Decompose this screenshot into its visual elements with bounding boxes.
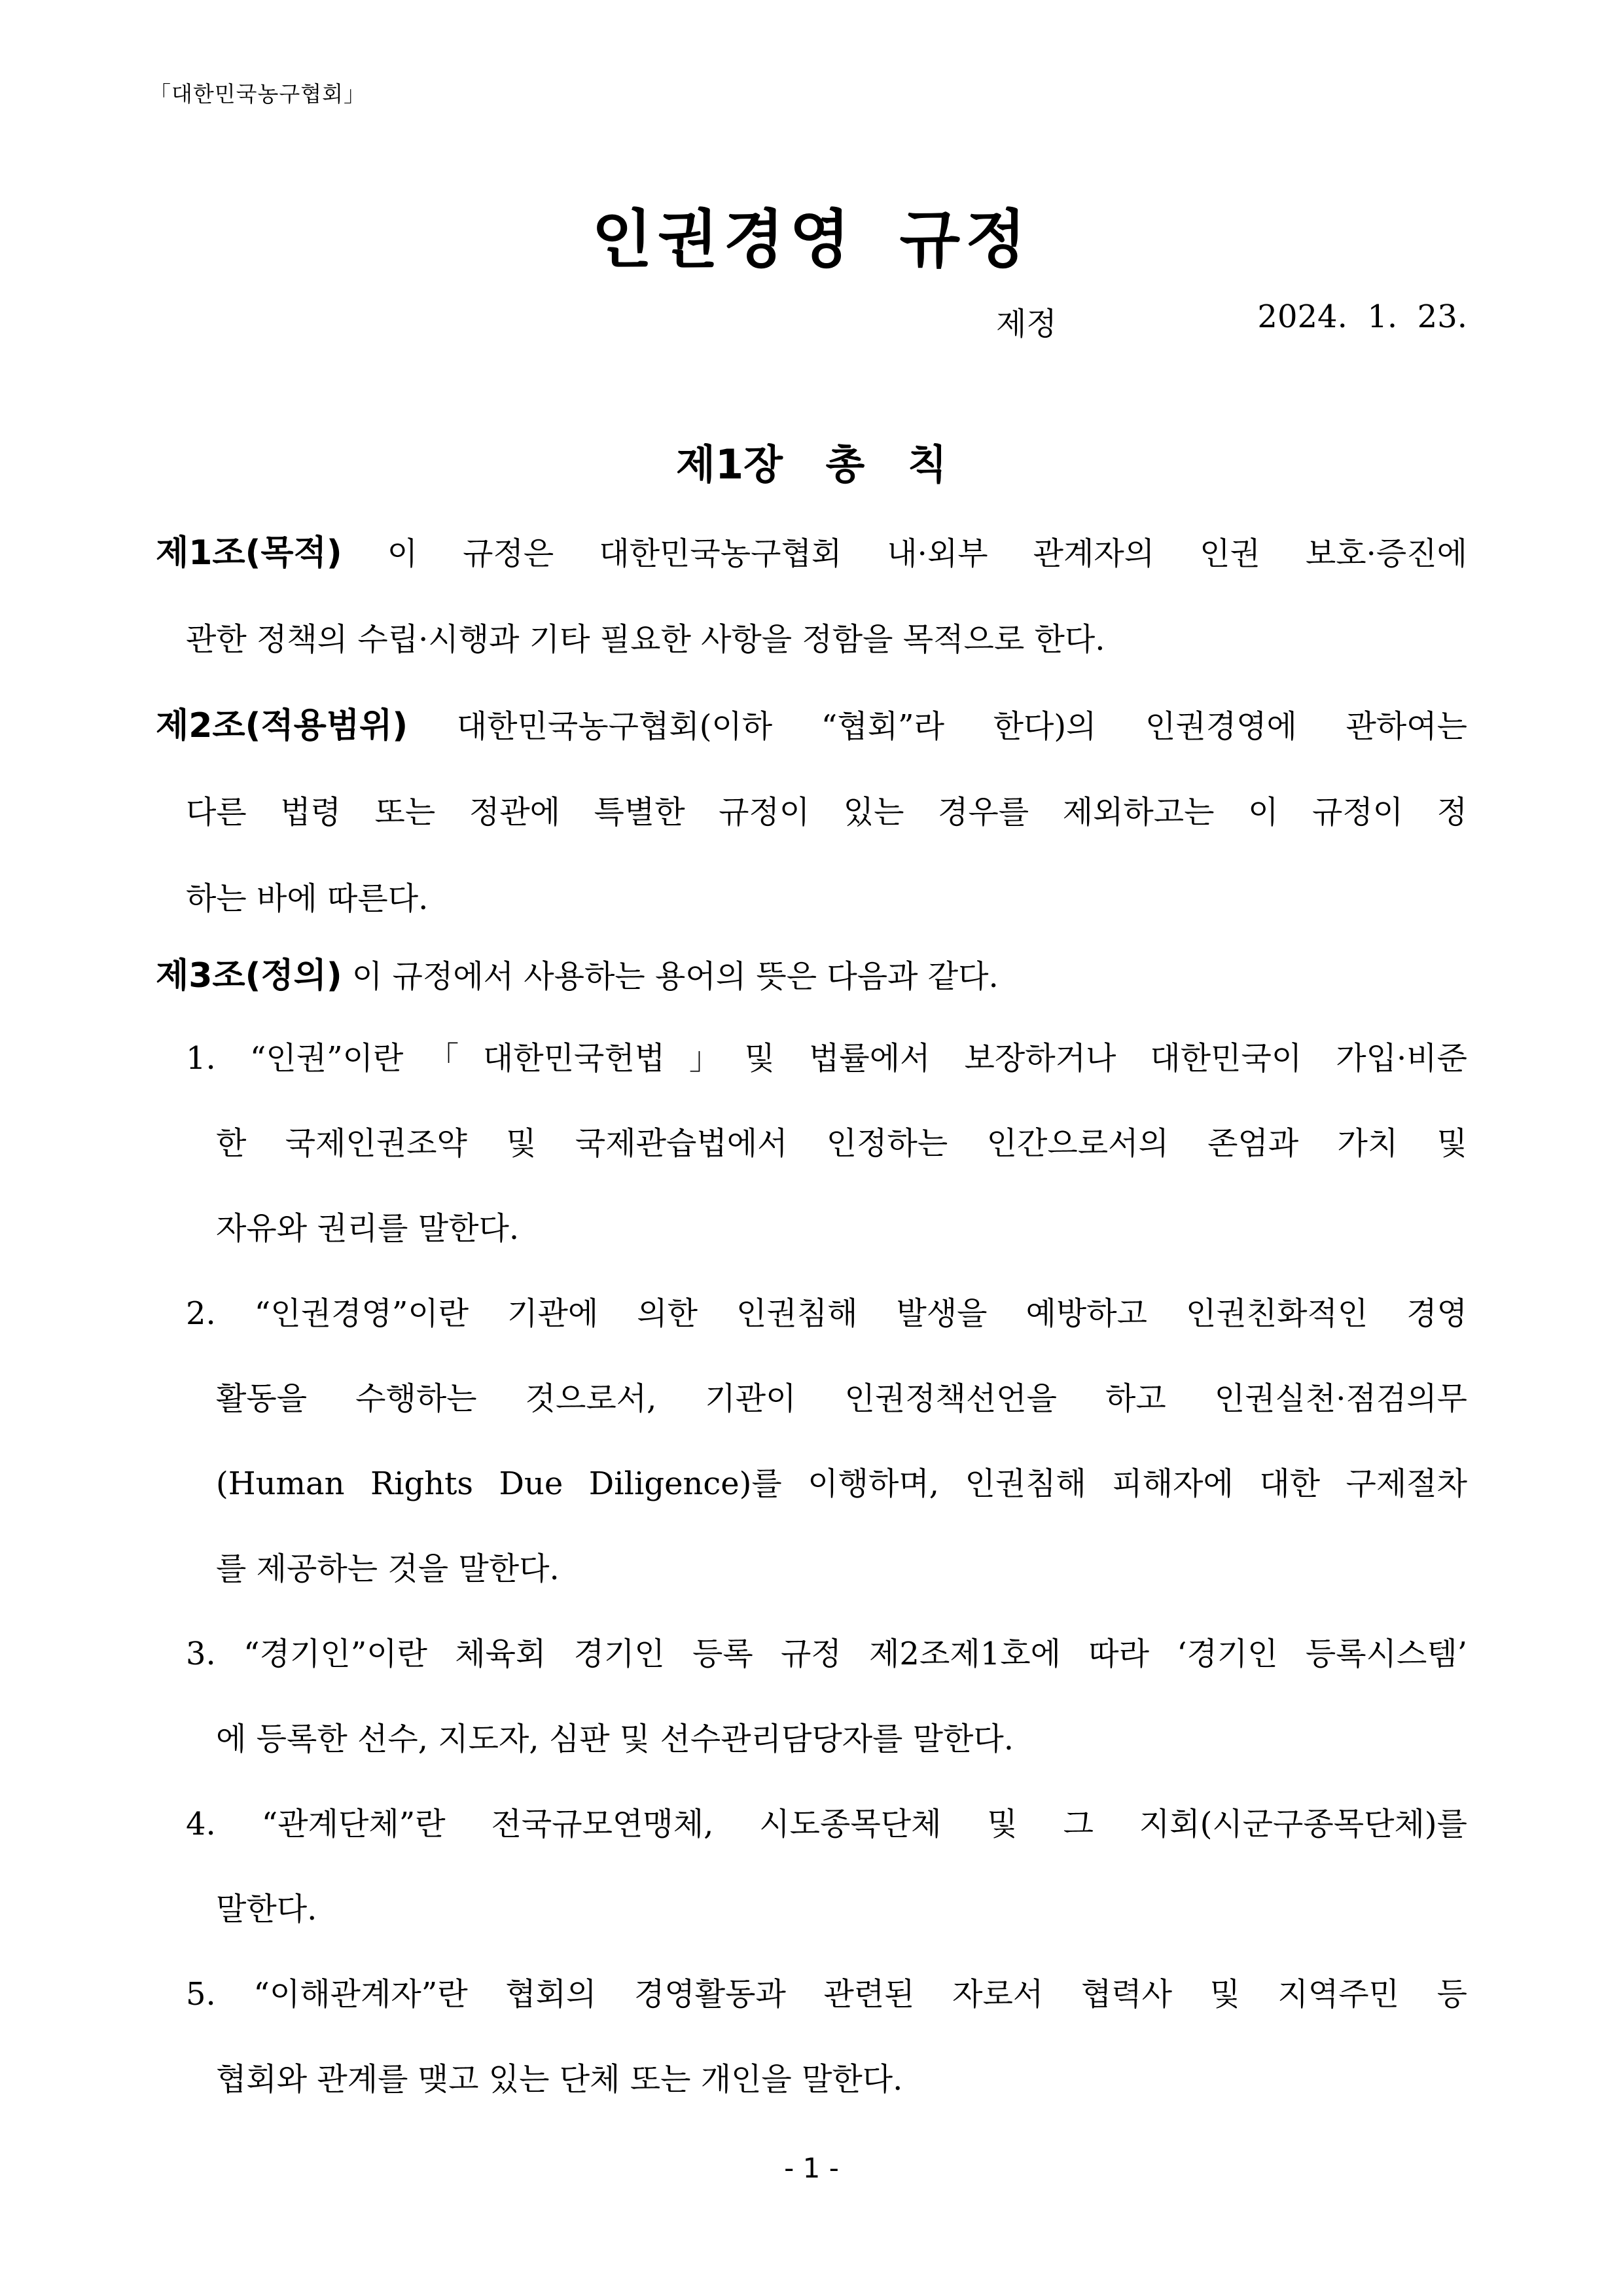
definition-item-5-line-1: 5. “이해관계자”란 협회의 경영활동과 관련된 자로서 협력사 및 지역주민 등 (186, 1976, 1467, 2013)
chapter-title: 제1장 총 칙 (676, 440, 947, 488)
article-1-line-2: 관한 정책의 수립·시행과 기타 필요한 사항을 정함을 목적으로 한다. (186, 621, 1105, 658)
article-1-heading: 제1조(목적) (156, 533, 342, 573)
article-1-text: 이 규정은 대한민국농구협회 내·외부 관계자의 인권 보호·증진에 (387, 535, 1467, 572)
article-3-heading: 제3조(정의) (156, 956, 342, 996)
definition-item-2-line-3: (Human Rights Due Diligence)를 이행하며, 인권침해 피해자에 대한 구제절차 (216, 1465, 1467, 1502)
article-2-line-3: 하는 바에 따른다. (186, 880, 429, 917)
page-number: - 1 - (784, 2152, 839, 2184)
article-2-heading: 제2조(적용범위) (156, 706, 408, 745)
article-2-line-2: 다른 법령 또는 정관에 특별한 규정이 있는 경우를 제외하고는 이 규정이 정 (186, 794, 1467, 831)
document-title: 인권경영 규정 (592, 202, 1031, 276)
article-1-line-1 (156, 530, 1467, 576)
article-2-line-1 (156, 703, 1467, 749)
header-org-name: 「대한민국농구협회」 (149, 81, 366, 107)
definition-item-1-line-1: 1. “인권”이란「대한민국헌법」및 법률에서 보장하거나 대한민국이 가입·비준 (186, 1040, 1467, 1077)
definition-item-2-line-1: 2. “인권경영”이란 기관에 의한 인권침해 발생을 예방하고 인권친화적인 경영 (186, 1295, 1467, 1332)
enactment-label: 제정 (996, 306, 1057, 342)
definition-item-5-line-2: 협회와 관계를 맺고 있는 단체 또는 개인을 말한다. (216, 2061, 903, 2098)
definition-item-4-line-1: 4. “관계단체”란 전국규모연맹체, 시도종목단체 및 그 지회(시군구종목단체)를 (186, 1806, 1467, 1842)
definition-item-2-line-2: 활동을 수행하는 것으로서, 기관이 인권정책선언을 하고 인권실천·점검의무 (216, 1380, 1467, 1417)
definition-item-3-line-1: 3. “경기인”이란 체육회 경기인 등록 규정 제2조제1호에 따라 ‘경기인 등록시스템’ (186, 1636, 1467, 1672)
definition-item-4-line-2: 말한다. (216, 1891, 317, 1928)
definition-item-3-line-2: 에 등록한 선수, 지도자, 심판 및 선수관리담당자를 말한다. (216, 1721, 1014, 1757)
enactment-date: 2024. 1. 23. (1257, 298, 1467, 335)
definition-item-1-line-3: 자유와 권리를 말한다. (216, 1210, 520, 1247)
article-3-text: 이 규정에서 사용하는 용어의 뜻은 다음과 같다. (351, 958, 999, 995)
definition-item-2-line-4: 를 제공하는 것을 말한다. (216, 1551, 560, 1587)
article-3-line-1 (156, 953, 999, 999)
article-2-text: 대한민국농구협회(이하 “협회”라 한다)의 인권경영에 관하여는 (456, 708, 1468, 745)
definition-item-1-line-2: 한 국제인권조약 및 국제관습법에서 인정하는 인간으로서의 존엄과 가치 및 (216, 1125, 1467, 1162)
